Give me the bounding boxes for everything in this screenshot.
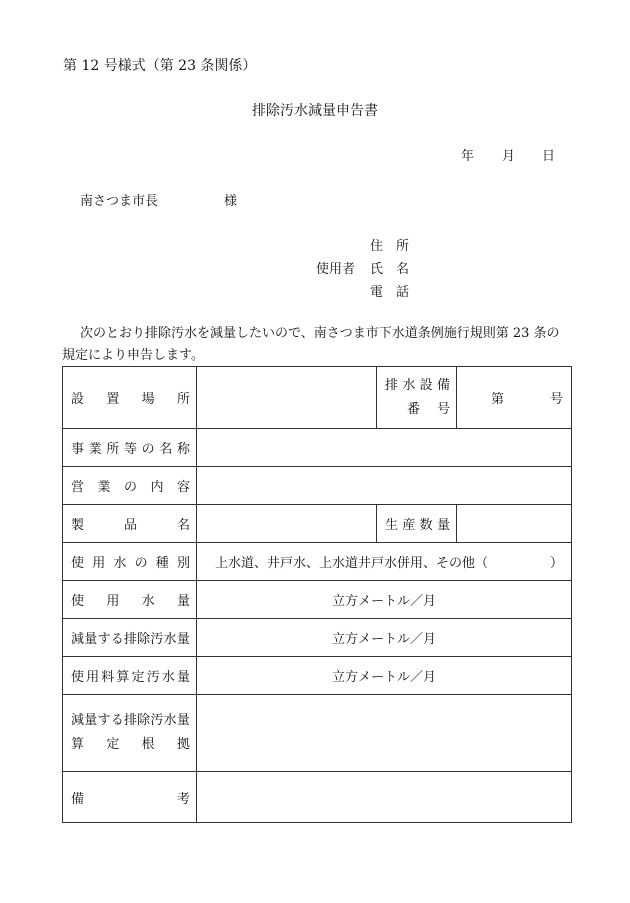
date-day-label: 日 [542, 149, 556, 164]
name-label: 氏 名 [370, 262, 410, 277]
water-usage-label: 使 用 水 量 [71, 594, 190, 609]
drain-number-field[interactable] [457, 367, 572, 429]
table-row [63, 695, 572, 772]
body-text-line-1: 次のとおり排除汚水を減量したいので、南さつま市下水道条例施行規則第 23 条の [80, 326, 560, 341]
product-name-field[interactable] [197, 505, 377, 543]
addressee: 南さつま市長 [80, 194, 159, 209]
product-name-label: 製 品 名 [71, 518, 190, 533]
basis-label-1: 減 量 す る 排 除 汚 水 量 [71, 713, 190, 728]
unit-label: 立方メートル／月 [331, 670, 436, 685]
table-row [63, 429, 572, 467]
water-type-label: 使 用 水 の 種 別 [71, 556, 190, 571]
water-type-close: ） [549, 556, 563, 571]
production-quantity-label: 生 産 数 量 [385, 518, 450, 533]
billing-drain-label: 使 用 料 算 定 汚 水 量 [71, 670, 190, 685]
label-cell [63, 467, 197, 505]
label-cell [377, 367, 457, 429]
table-row [63, 367, 572, 429]
table-row [63, 467, 572, 505]
business-name-field[interactable] [197, 429, 572, 467]
install-place-label: 設 置 場 所 [71, 392, 190, 407]
drain-number-label-1: 排 水 設 備 [385, 377, 450, 393]
honorific: 様 [224, 194, 238, 209]
document-title: 排除汚水減量申告書 [252, 103, 378, 119]
water-type-field[interactable] [197, 543, 572, 581]
billing-drain-field[interactable] [197, 657, 572, 695]
label-cell [63, 657, 197, 695]
number-suffix: 号 [549, 392, 563, 407]
unit-label: 立方メートル／月 [331, 594, 436, 609]
table-row [63, 772, 572, 823]
table-row [63, 581, 572, 619]
label-cell [63, 505, 197, 543]
label-cell [63, 619, 197, 657]
label-cell [377, 505, 457, 543]
water-usage-field[interactable] [197, 581, 572, 619]
form-number: 第 12 号様式（第 23 条関係） [63, 58, 257, 74]
body-text-line-2: 規定により申告します。 [62, 348, 204, 363]
date-year-label: 年 [461, 149, 475, 164]
table-row [63, 619, 572, 657]
label-cell [63, 367, 197, 429]
address-label: 住 所 [370, 239, 410, 254]
reduced-drain-field[interactable] [197, 619, 572, 657]
water-type-options: 上水道、井戸水、上水道井戸水併用、その他（ [215, 556, 489, 571]
table-row [63, 505, 572, 543]
basis-field[interactable] [197, 695, 572, 772]
remarks-field[interactable] [197, 772, 572, 823]
number-prefix: 第 [491, 392, 505, 407]
label-cell [63, 772, 197, 823]
user-label: 使用者 [316, 262, 356, 277]
remarks-label: 備 考 [71, 791, 190, 807]
drain-number-label-2: 番 号 [407, 401, 450, 417]
install-place-field[interactable] [197, 367, 377, 429]
label-cell [63, 581, 197, 619]
date-month-label: 月 [502, 149, 516, 164]
business-content-field[interactable] [197, 467, 572, 505]
production-quantity-field[interactable] [457, 505, 572, 543]
table-row [63, 543, 572, 581]
phone-label: 電 話 [370, 285, 410, 300]
business-name-label: 事 業 所 等 の 名 称 [71, 442, 190, 457]
declaration-table [62, 366, 572, 823]
label-cell [63, 543, 197, 581]
label-cell [63, 695, 197, 772]
unit-label: 立方メートル／月 [331, 632, 436, 647]
business-content-label: 営 業 の 内 容 [71, 480, 190, 495]
label-cell [63, 429, 197, 467]
reduced-drain-label: 減 量 す る 排 除 汚 水 量 [71, 632, 190, 647]
basis-label-2: 算 定 根 拠 [71, 737, 190, 752]
table-row [63, 657, 572, 695]
